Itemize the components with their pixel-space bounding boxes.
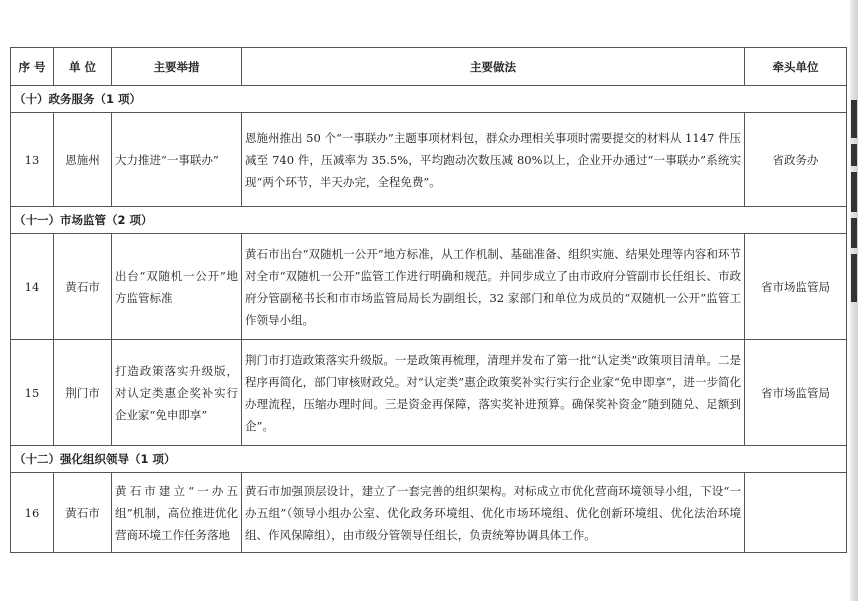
row-no: 15 (11, 340, 54, 446)
header-no: 序 号 (11, 48, 54, 86)
table-header-row (11, 48, 847, 86)
table-row (11, 473, 847, 553)
row-lead: 省政务办 (745, 113, 847, 207)
header-practice: 主要做法 (242, 48, 745, 86)
row-practice: 荆门市打造政策落实升级版。一是政策再梳理，清理并发布了第一批“认定类”政策项目清单。二是程序再简化，部门审核财政兑。对“认定类”惠企政策奖补实行实行企业家“免申即享”，进一步简化办理流程，压缩办理时间。三是资金再保障，落实奖补进预算。确保奖补资金“随到随兑、足额到企”。 (242, 340, 745, 446)
row-unit: 荆门市 (54, 340, 112, 446)
row-lead (745, 473, 847, 553)
edge-marks (851, 100, 857, 308)
row-unit: 恩施州 (54, 113, 112, 207)
row-measure: 出台“双随机一公开”地方监管标准 (112, 234, 242, 340)
row-unit: 黄石市 (54, 234, 112, 340)
header-measure: 主要举措 (112, 48, 242, 86)
row-lead: 省市场监管局 (745, 234, 847, 340)
section-title: （十）政务服务（1 项） (11, 86, 847, 113)
section-row (11, 207, 847, 234)
row-unit: 黄石市 (54, 473, 112, 553)
header-lead: 牵头单位 (745, 48, 847, 86)
table-row (11, 234, 847, 340)
header-unit: 单 位 (54, 48, 112, 86)
measures-table (10, 47, 847, 553)
row-measure: 大力推进“一事联办” (112, 113, 242, 207)
section-title: （十一）市场监管（2 项） (11, 207, 847, 234)
row-no: 14 (11, 234, 54, 340)
row-practice: 黄石市加强顶层设计，建立了一套完善的组织架构。对标成立市优化营商环境领导小组，下设“一办五组”（领导小组办公室、优化政务环境组、优化市场环境组、优化创新环境组、优化法治环境组、作风保障组），由市级分管领导任组长，负责统筹协调具体工作。 (242, 473, 745, 553)
page-edge (850, 0, 858, 601)
row-measure: 打造政策落实升级版，对认定类惠企奖补实行企业家“免申即享” (112, 340, 242, 446)
row-no: 13 (11, 113, 54, 207)
row-lead: 省市场监管局 (745, 340, 847, 446)
row-measure: 黄石市建立“一办五组”机制，高位推进优化营商环境工作任务落地 (112, 473, 242, 553)
table-row (11, 113, 847, 207)
section-row (11, 446, 847, 473)
row-no: 16 (11, 473, 54, 553)
section-row (11, 86, 847, 113)
row-practice: 黄石市出台“双随机一公开”地方标准，从工作机制、基础准备、组织实施、结果处理等内容和环节对全市“双随机一公开”监管工作进行明确和规范。并同步成立了由市政府分管副市长任组长、市政府分管副秘书长和市市场监管局局长为副组长，32 家部门和单位为成员的“双随机一公开”监管工作领导小组。 (242, 234, 745, 340)
section-title: （十二）强化组织领导（1 项） (11, 446, 847, 473)
table-row (11, 340, 847, 446)
row-practice: 恩施州推出 50 个“一事联办”主题事项材料包，群众办理相关事项时需要提交的材料从 1147 件压减至 740 件，压减率为 35.5%，平均跑动次数压减 80%以上，企业开办通过“一事联办”系统实现“两个环节，半天办完，全程免费”。 (242, 113, 745, 207)
